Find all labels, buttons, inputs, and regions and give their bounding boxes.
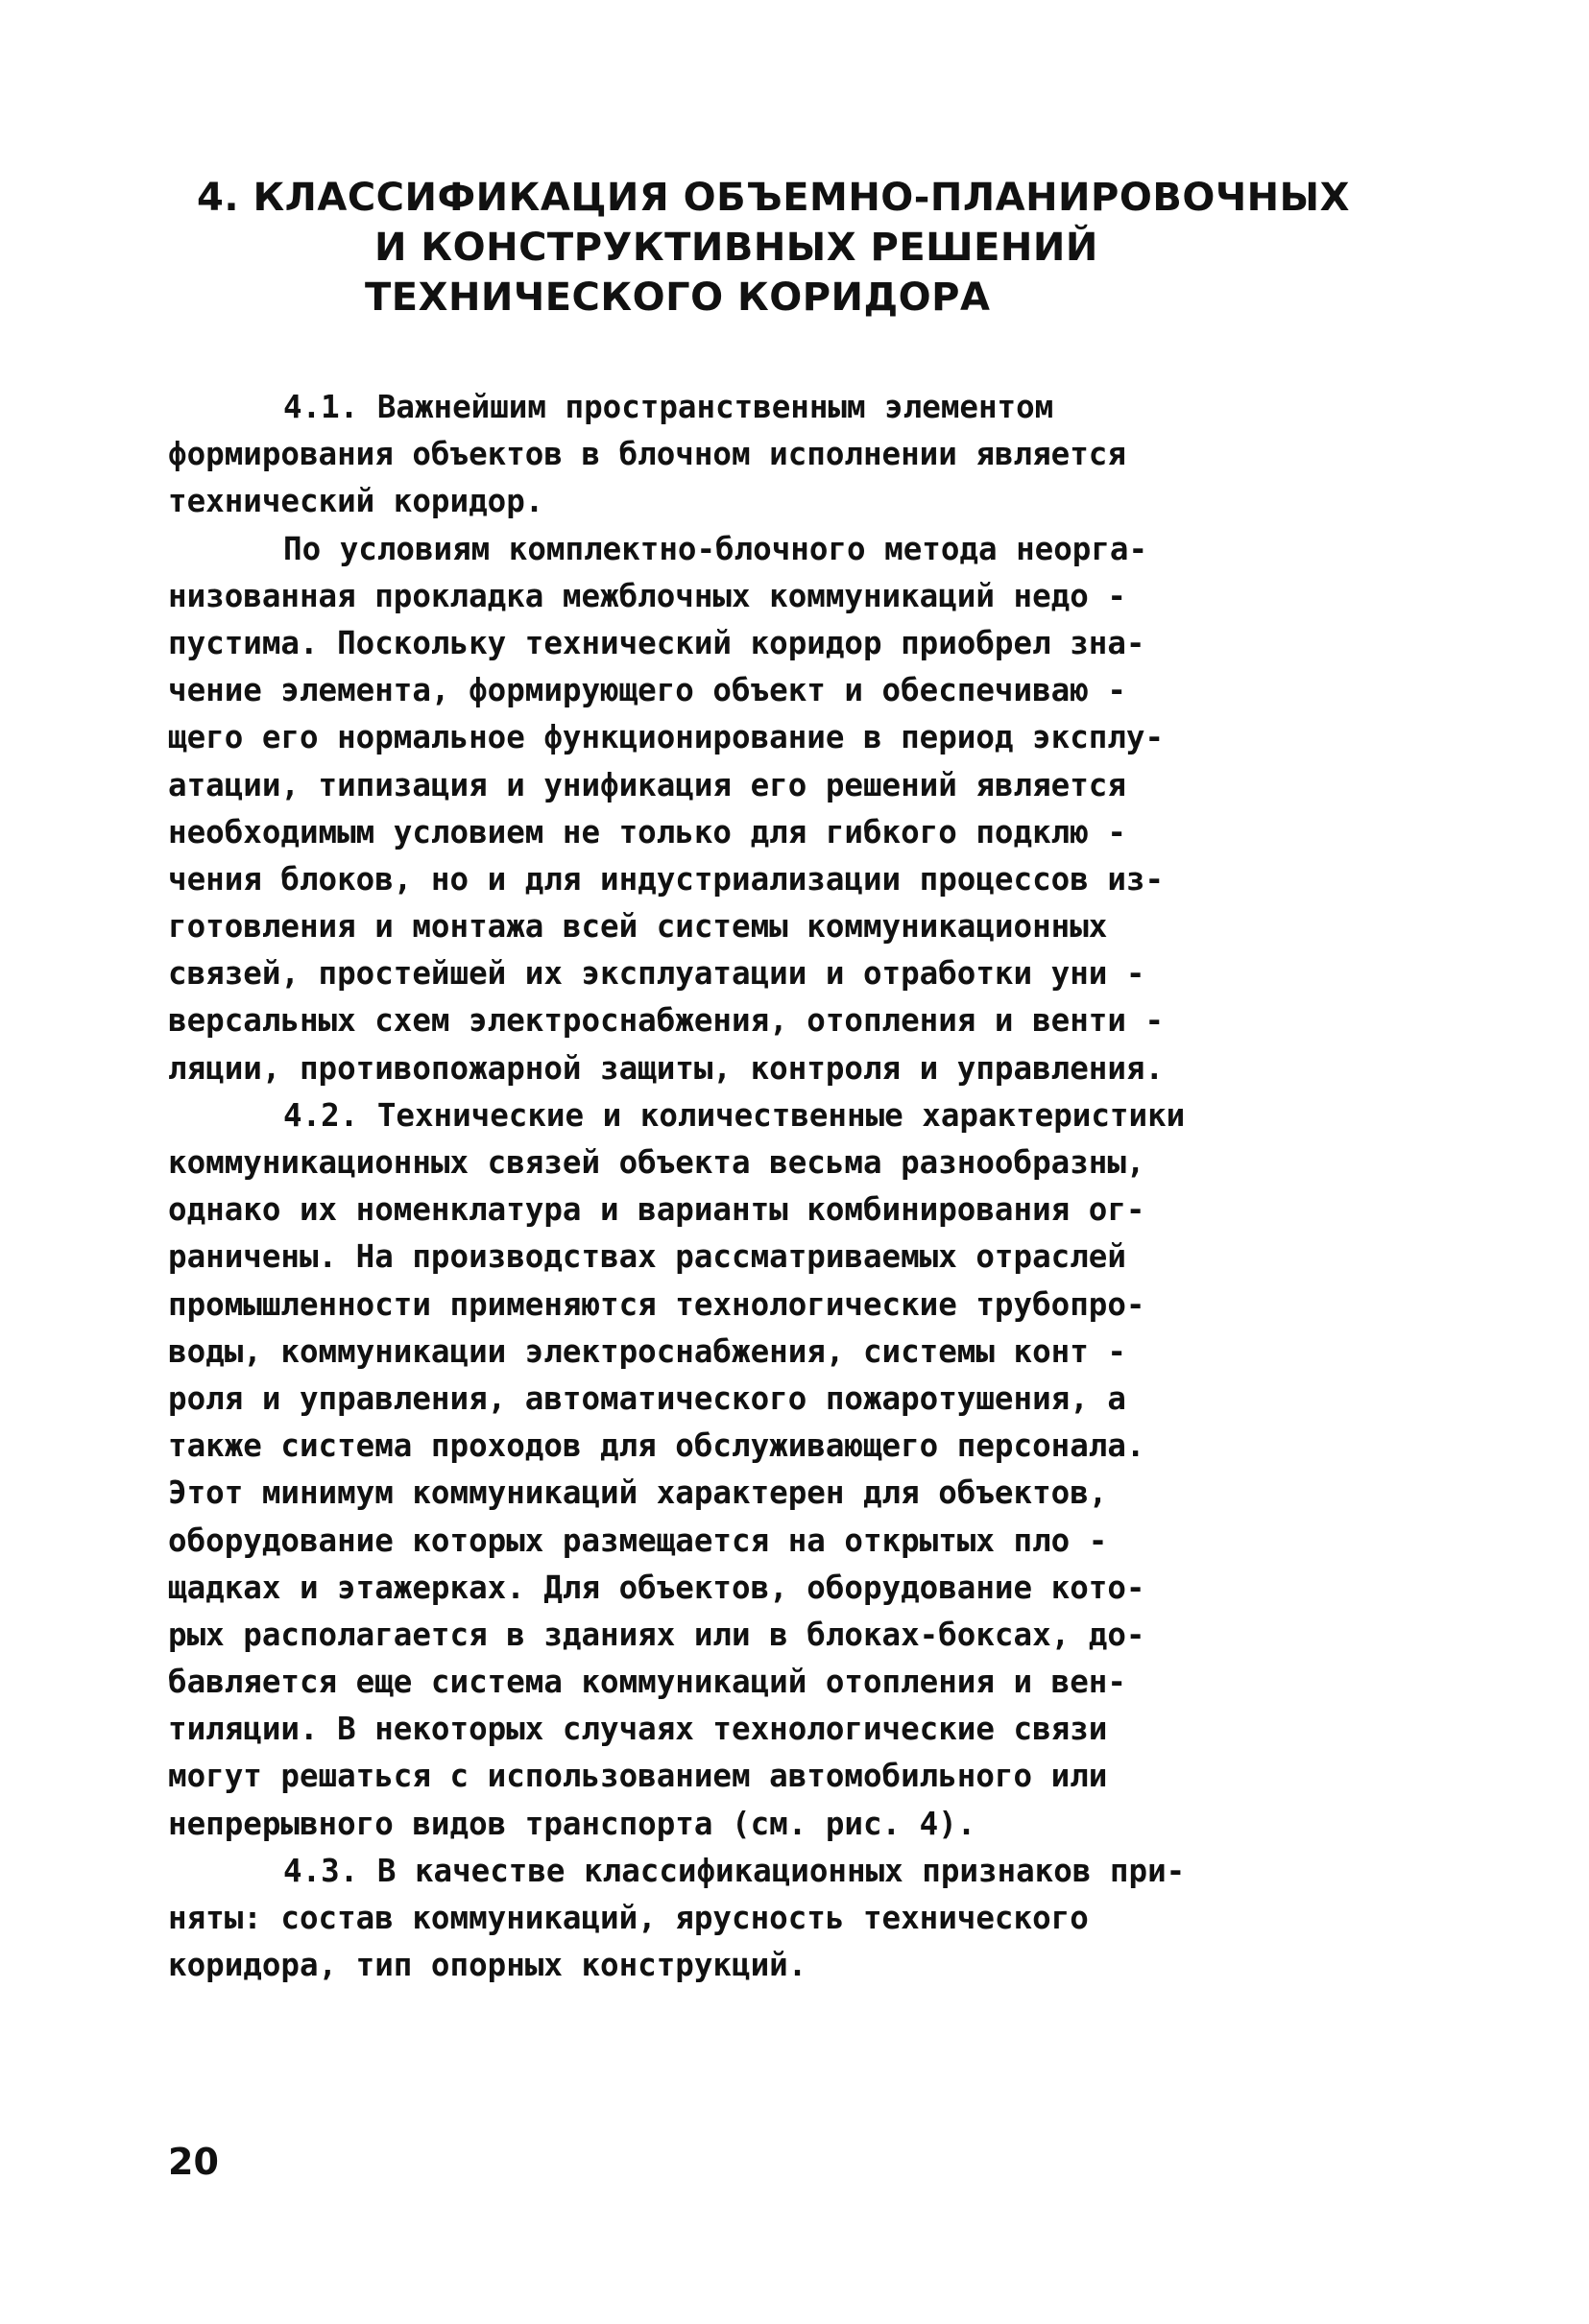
paragraph-2-line: чения блоков, но и для индустриализации процессов из-	[168, 860, 1165, 898]
paragraph-4-2-line: могут решаться с использованием автомобильного или	[168, 1758, 1108, 1795]
paragraph-4-2-line: раничены. На производствах рассматриваемых отраслей	[168, 1238, 1126, 1276]
paragraph-4-2-line: щадках и этажерках. Для объектов, оборудование кото-	[168, 1569, 1145, 1606]
paragraph-2-line: готовления и монтажа всей системы коммуникационных	[168, 908, 1108, 946]
paragraph-2-line: низованная прокладка межблочных коммуникаций недо -	[168, 577, 1126, 614]
paragraph-4-2-line: 4.2. Технические и количественные характеристики	[283, 1096, 1186, 1134]
paragraph-4-2-line: роля и управления, автоматического пожаротушения, а	[168, 1379, 1126, 1417]
heading-line-1: 4. КЛАССИФИКАЦИЯ ОБЪЕМНО-ПЛАНИРОВОЧНЫХ	[197, 176, 1350, 220]
paragraph-4-2-line: коммуникационных связей объекта весьма разнообразны,	[168, 1144, 1145, 1181]
paragraph-4-2-line: воды, коммуникации электроснабжения, системы конт -	[168, 1332, 1126, 1370]
paragraph-4-1-line: технический коридор.	[168, 483, 544, 520]
paragraph-4-1-line: 4.1. Важнейшим пространственным элементом	[283, 389, 1054, 425]
section-heading	[197, 173, 1445, 323]
paragraph-4-2-line: Этот минимум коммуникаций характерен для объектов,	[168, 1474, 1108, 1512]
paragraph-4-2-line: тиляции. В некоторых случаях технологические связи	[168, 1711, 1108, 1748]
paragraph-4-2-line: также система проходов для обслуживающего персонала.	[168, 1427, 1145, 1465]
paragraph-4-1-line: формирования объектов в блочном исполнении является	[168, 436, 1126, 473]
paragraph-4-3-line: няты: состав коммуникаций, ярусность технического	[168, 1900, 1089, 1936]
paragraph-2-line: пустима. Поскольку технический коридор приобрел зна-	[168, 624, 1145, 661]
page-number: 20	[168, 2141, 219, 2183]
heading-line-3: ТЕХНИЧЕСКОГО КОРИДОРА	[365, 276, 991, 320]
paragraph-2-line: По условиям комплектно-блочного метода неорга-	[283, 530, 1148, 567]
paragraph-4-2-line: однако их номенклатура и варианты комбинирования ог-	[168, 1191, 1145, 1229]
paragraph-2-line: атации, типизация и унификация его решений является	[168, 766, 1126, 803]
paragraph-2-line: щего его нормальное функционирование в период эксплу-	[168, 719, 1165, 756]
paragraph-2-line: связей, простейшей их эксплуатации и отработки уни -	[168, 955, 1145, 993]
paragraph-4-2-line: оборудование которых размещается на открытых пло -	[168, 1521, 1108, 1559]
paragraph-4-2-line: бавляется еще система коммуникаций отопления и вен-	[168, 1664, 1126, 1701]
paragraph-4-3-line: коридора, тип опорных конструкций.	[168, 1947, 807, 1984]
paragraph-4-2-line: промышленности применяются технологические трубопро-	[168, 1285, 1145, 1323]
heading-line-2: И КОНСТРУКТИВНЫХ РЕШЕНИЙ	[374, 226, 1098, 270]
paragraph-2-line: необходимым условием не только для гибкого подклю -	[168, 813, 1126, 851]
paragraph-4-3-line: 4.3. В качестве классификационных признаков при-	[283, 1852, 1186, 1889]
paragraph-2-line: чение элемента, формирующего объект и обеспечиваю -	[168, 672, 1126, 709]
paragraph-4-2-line: рых располагается в зданиях или в блоках-боксах, до-	[168, 1616, 1145, 1653]
paragraph-2-line: ляции, противопожарной защиты, контроля и управления.	[168, 1049, 1165, 1087]
body-text	[168, 384, 1416, 1989]
paragraph-4-2-line: непрерывного видов транспорта (см. рис. 4).	[168, 1805, 976, 1842]
paragraph-2-line: версальных схем электроснабжения, отопления и венти -	[168, 1002, 1165, 1040]
